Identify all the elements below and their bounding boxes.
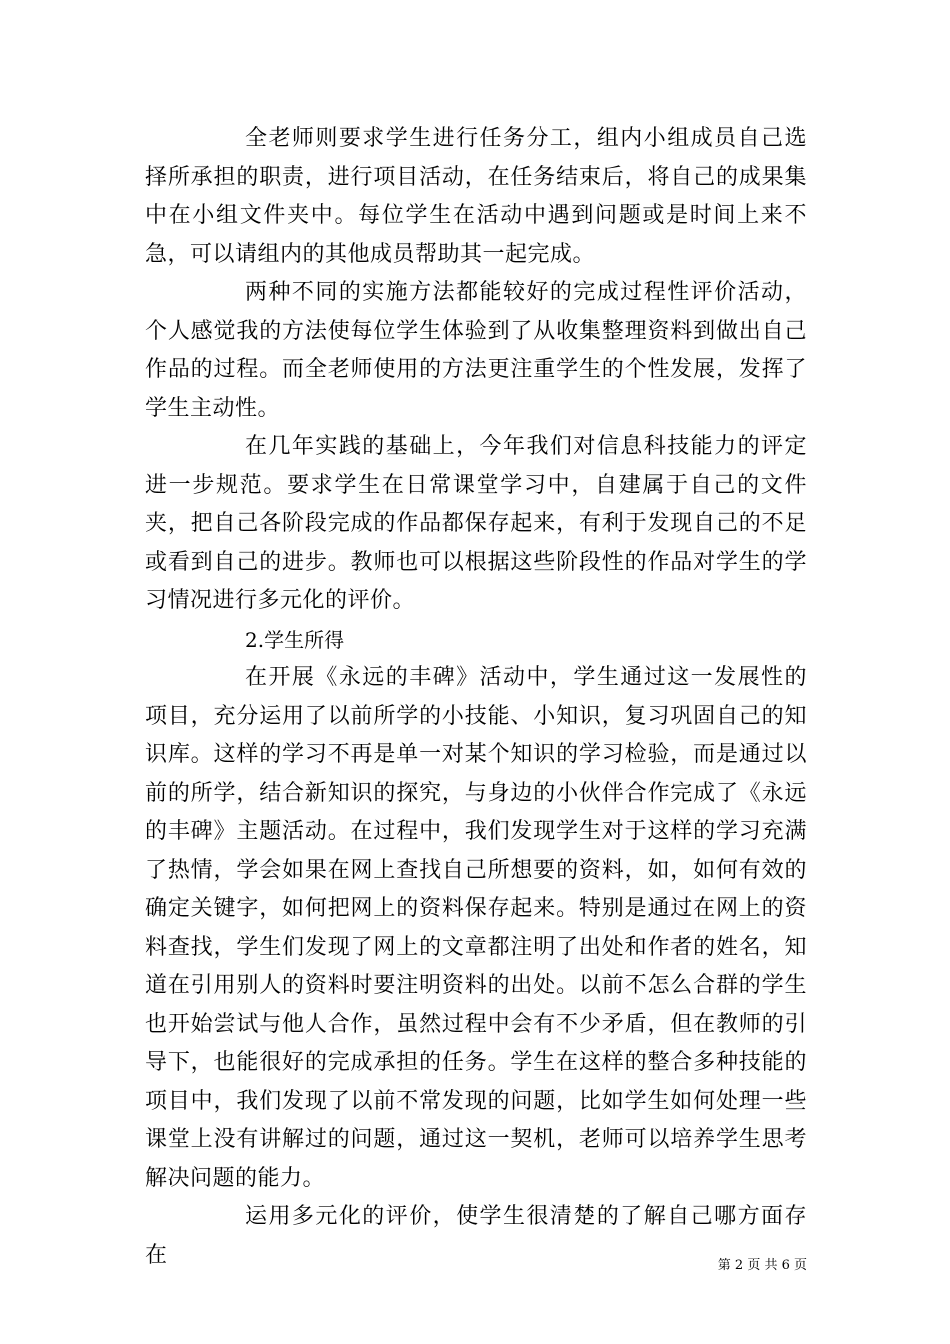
- page-number-footer: 第 2 页 共 6 页: [717, 1258, 807, 1273]
- section-heading-student-gains: 2.学生所得: [245, 627, 345, 652]
- paragraph-activity-outcome: 在开展《永远的丰碑》活动中，学生通过这一发展性的项目，充分运用了以前所学的小技能、小知识，复习巩固自己的知识库。这样的学习不再是单一对某个知识的学习检验，而是通过以前的所学，结合新知识的探究，与身边的小伙伴合作完成了《永远的丰碑》主题活动。在过程中，我们发现学生对于这样的学习充满了热情，学会如果在网上查找自己所想要的资料，如，如何有效的确定关键字，如何把网上的资料保存起来。特别是通过在网上的资料查找，学生们发现了网上的文章都注明了出处和作者的姓名，知道在引用别人的资料时要注明资料的出处。以前不怎么合群的学生也开始尝试与他人合作，虽然过程中会有不少矛盾，但在教师的引导下，也能很好的完成承担的任务。学生在这样的整合多种技能的项目中，我们发现了以前不常发现的问题，比如学生如何处理一些课堂上没有讲解过的问题，通过这一契机，老师可以培养学生思考解决问题的能力。: [145, 665, 807, 1191]
- paragraph-multi-evaluation: 运用多元化的评价，使学生很清楚的了解自己哪方面存在: [145, 1204, 807, 1268]
- paragraph-task-division: 全老师则要求学生进行任务分工，组内小组成员自己选择所承担的职责，进行项目活动，在任务结束后，将自己的成果集中在小组文件夹中。每位学生在活动中遇到问题或是时间上来不急，可以请组内的其他成员帮助其一起完成。: [145, 126, 807, 267]
- paragraph-assessment-standard: 在几年实践的基础上，今年我们对信息科技能力的评定进一步规范。要求学生在日常课堂学习中，自建属于自己的文件夹，把自己各阶段完成的作品都保存起来，有利于发现自己的不足或看到自己的进步。教师也可以根据这些阶段性的作品对学生的学习情况进行多元化的评价。: [145, 434, 807, 613]
- paragraph-method-comparison: 两种不同的实施方法都能较好的完成过程性评价活动，个人感觉我的方法使每位学生体验到了从收集整理资料到做出自己作品的过程。而全老师使用的方法更注重学生的个性发展，发挥了学生主动性。: [145, 280, 807, 421]
- body-text: [145, 120, 807, 1275]
